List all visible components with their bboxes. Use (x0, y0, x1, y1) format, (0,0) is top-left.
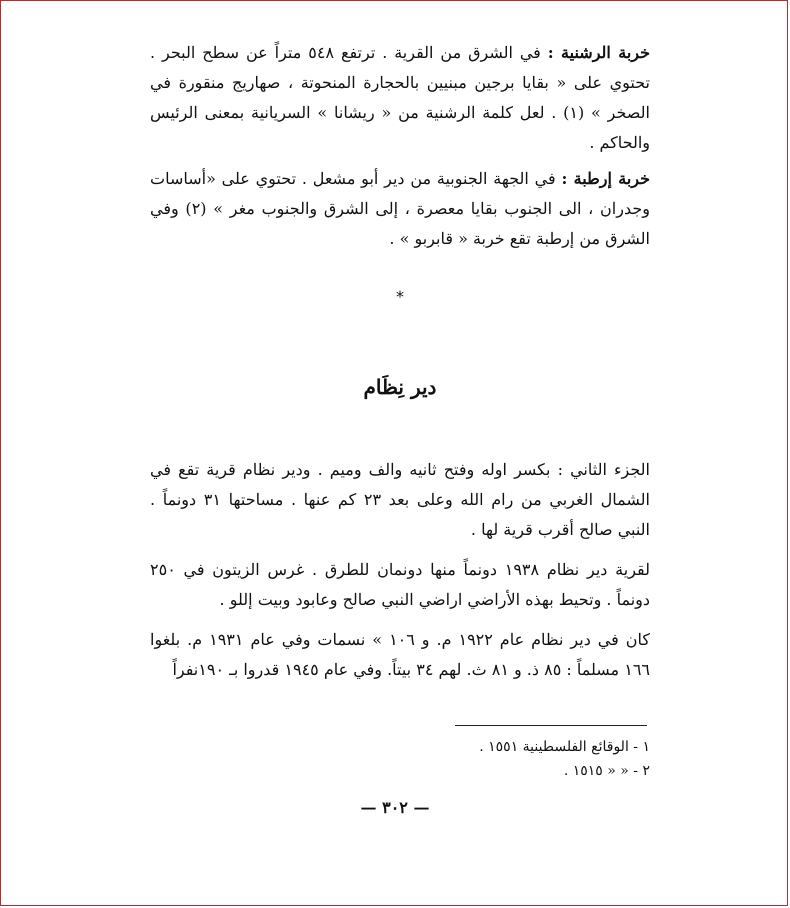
paragraph-khirbet-rashniya (150, 38, 650, 158)
footnote-1: ١ - الوقائع الفلسطينية ١٥٥١ . (479, 739, 650, 755)
main-section (150, 455, 650, 695)
page-heading: دير نِظَام (363, 375, 437, 399)
paragraph-intro: الجزء الثاني : بكسر اوله وفتح ثانيه والف وميم . ودير نظام قرية تقع في الشمال الغربي من رام الله وعلى بعد ٢٣ كم عنها . مساحتها ٣١ دونماً . النبي صالح أقرب قرية لها . (150, 460, 650, 539)
footnote-2: ٢ - « « ١٥١٥ . (563, 763, 650, 779)
page-number: — ٣٠٢ — (360, 798, 430, 817)
footnotes (400, 735, 650, 783)
term-khirbet-irtaba: خربة إرطبة : (561, 169, 650, 188)
paragraph-population: كان في دير نظام عام ١٩٢٢ م. و ١٠٦ » نسمات وفي عام ١٩٣١ م. بلغوا ١٦٦ مسلماً : ٨٥ ذ. و ٨١ ث. لهم ٣٤ بيتاً. وفي عام ١٩٤٥ قدروا بـ ١٩٠نفراً (150, 630, 650, 679)
section-separator-star: * (396, 287, 404, 306)
top-section (150, 38, 650, 260)
term-khirbet-rashniya: خربة الرشنية : (547, 43, 651, 62)
paragraph-land: لقرية دير نظام ١٩٣٨ دونماً منها دونمان للطرق . غرس الزيتون في ٢٥٠ دونماً . وتحيط بهذه الأراضي اراضي النبي صالح وعابود وبيت إللو . (150, 560, 651, 609)
text-khirbet-rashniya: في الشرق من القرية . ترتفع ٥٤٨ متراً عن سطح البحر . تحتوي على « بقايا برجين مبنيين بالحجارة المنحوتة ، صهاريج منقورة في الصخر » (١) . لعل كلمة الرشنية من « ريشانا » السريانية بمعنى الرئيس والحاكم . (150, 43, 650, 152)
footnote-rule (455, 725, 647, 726)
text-khirbet-irtaba: في الجهة الجنوبية من دير أبو مشعل . تحتوي على «أساسات وجدران ، الى الجنوب بقايا معصرة ، إلى الشرق والجنوب مغر » (٢) وفي الشرق من إرطبة تقع خربة « قابربو » . (150, 169, 650, 248)
paragraph-khirbet-irtaba (150, 164, 650, 254)
